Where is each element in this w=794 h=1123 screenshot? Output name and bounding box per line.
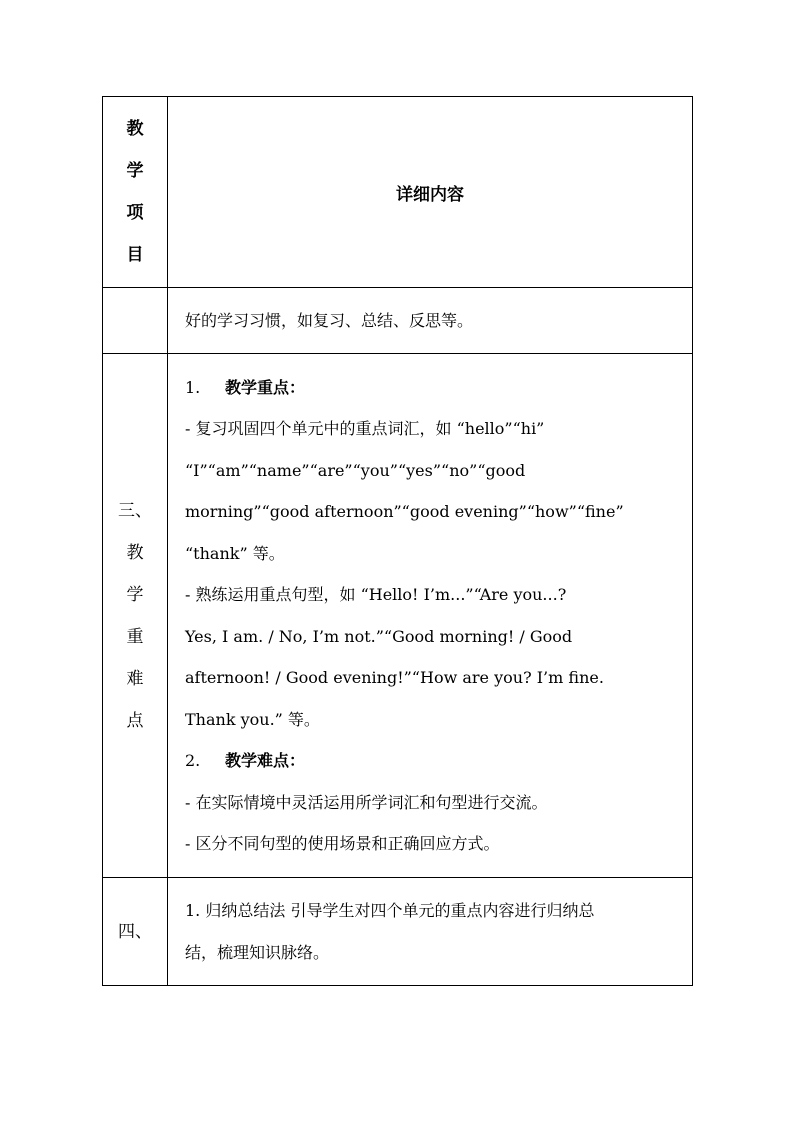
item-title: 教学难点： (225, 751, 306, 770)
row-label-char: 三、 (118, 500, 152, 521)
header-label-char: 目 (126, 245, 144, 265)
text-line: - 复习巩固四个单元中的重点词汇，如 “hello”“hi” (185, 419, 545, 438)
item-title: 教学重点： (225, 377, 306, 397)
section-heading (185, 740, 684, 782)
text-line: Yes, I am. / No, I’m not.”“Good morning! / Good (185, 626, 573, 646)
row-content-cell (168, 288, 693, 354)
lesson-plan-table (102, 96, 693, 986)
row-label-char: 点 (126, 710, 144, 731)
table-row (103, 354, 693, 878)
row-text: 好的学习习惯，如复习、总结、反思等。 (185, 310, 474, 330)
header-title: 详细内容 (396, 184, 464, 205)
header-title-cell (168, 97, 693, 288)
text-line: afternoon! / Good evening!”“How are you? I’m fine. (185, 668, 604, 687)
header-label-char: 教 (126, 119, 144, 139)
text-line: “I”“am”“name”“are”“you”“yes”“no”“good (185, 460, 526, 480)
section-heading (185, 367, 684, 409)
table-row (103, 288, 693, 354)
table-row (103, 878, 693, 986)
row-label-cell (103, 354, 168, 878)
row-label-char: 重 (126, 626, 144, 647)
text-line: morning”“good afternoon”“good evening”“how”“fine” (185, 502, 624, 521)
row-label-char: 难 (126, 668, 144, 689)
text-line: “thank” 等。 (185, 543, 285, 563)
text-line: 1. 归纳总结法 引导学生对四个单元的重点内容进行归纳总 (185, 901, 595, 920)
text-line: Thank you.” 等。 (185, 709, 320, 729)
row-label-cell (103, 878, 168, 986)
row-label-cell (103, 288, 168, 354)
row-label-char: 教 (126, 542, 144, 563)
text-line: - 在实际情境中灵活运用所学词汇和句型进行交流。 (185, 792, 548, 812)
header-label-cell (103, 97, 168, 288)
header-label-char: 项 (126, 203, 144, 223)
table-header-row (103, 97, 693, 288)
item-number: 1. (185, 377, 201, 397)
text-line: - 区分不同句型的使用场景和正确回应方式。 (185, 834, 500, 853)
item-number: 2. (185, 751, 201, 770)
row-label: 四、 (118, 921, 152, 942)
row-label-char: 学 (126, 584, 144, 605)
text-line: - 熟练运用重点句型，如 “Hello! I’m...”“Are you...? (185, 585, 567, 604)
row-content-cell (168, 354, 693, 878)
header-label-char: 学 (126, 161, 144, 181)
text-line: 结，梳理知识脉络。 (185, 942, 330, 962)
row-content-cell (168, 878, 693, 986)
